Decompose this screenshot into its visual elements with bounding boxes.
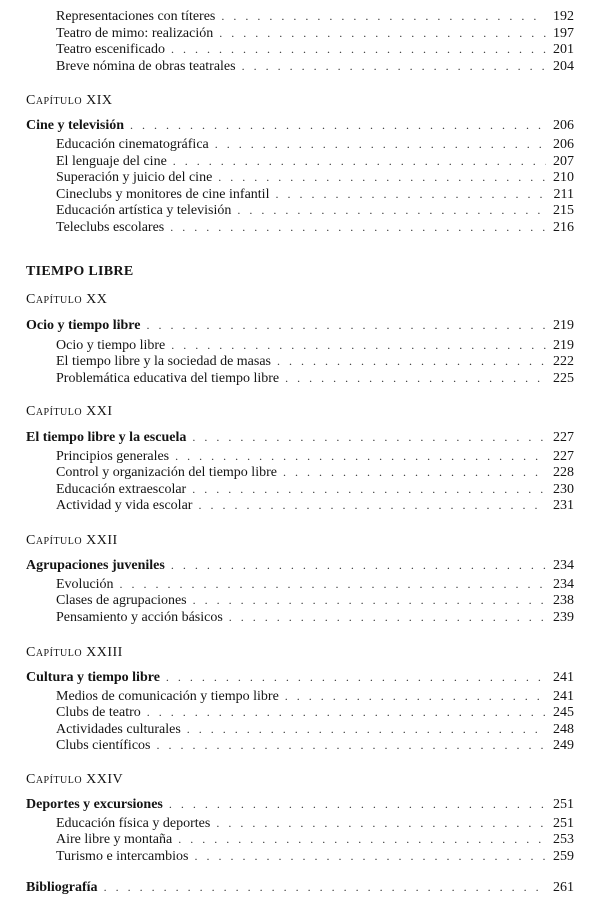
dot-leader [285, 688, 546, 704]
toc-entry [56, 688, 574, 704]
toc-entry [56, 353, 574, 369]
toc-entry-label: Superación y juicio del cine [56, 170, 213, 185]
toc-entry-label: Pensamiento y acción básicos [56, 610, 223, 625]
toc-page-number: 227 [553, 430, 574, 445]
dot-leader [198, 497, 546, 513]
toc-entry-label: Cineclubs y monitores de cine infantil [56, 187, 270, 202]
toc-entry [56, 169, 574, 185]
toc-entry-label: Aire libre y montaña [56, 832, 173, 847]
toc-entry [56, 609, 574, 625]
dot-leader [157, 737, 547, 753]
dot-leader [187, 721, 546, 737]
toc-entry [56, 464, 574, 480]
toc-page-number: 239 [553, 610, 574, 625]
toc-entry-label: Cultura y tiempo libre [26, 670, 160, 685]
toc-entry-label: Clubs de teatro [56, 705, 141, 720]
toc-entry-label: Agrupaciones juveniles [26, 558, 165, 573]
toc-entry-label: Medios de comunicación y tiempo libre [56, 689, 279, 704]
toc-page-number: 222 [553, 354, 574, 369]
toc-page-number: 219 [553, 318, 574, 333]
toc-page-number: 238 [553, 593, 574, 608]
toc-page-number: 225 [553, 371, 574, 386]
dot-leader [285, 370, 546, 386]
dot-leader [104, 879, 546, 895]
toc-page-number: 228 [553, 465, 574, 480]
toc-entry-label: Deportes y excursiones [26, 797, 163, 812]
toc-page-number: 197 [553, 26, 574, 41]
toc-entry [56, 153, 574, 169]
toc-page-number: 216 [553, 220, 574, 235]
toc-entry [56, 25, 574, 41]
toc-entry-label: Clubs científicos [56, 738, 151, 753]
toc-entry-label: El tiempo libre y la escuela [26, 430, 187, 445]
chapter-heading: Capítulo XXIII [26, 645, 123, 660]
toc-entry-label: Control y organización del tiempo libre [56, 465, 277, 480]
toc-entry [56, 337, 574, 353]
toc-page-number: 219 [553, 338, 574, 353]
dot-leader [237, 202, 546, 218]
chapter-heading: Capítulo XX [26, 292, 108, 307]
dot-leader [283, 464, 546, 480]
toc-chapter-title [26, 669, 574, 685]
dot-leader [229, 609, 546, 625]
chapter-heading: Capítulo XXII [26, 533, 118, 548]
toc-entry-label: Bibliografía [26, 880, 98, 895]
toc-page-number: 234 [553, 558, 574, 573]
dot-leader [192, 429, 546, 445]
dot-leader [194, 848, 546, 864]
toc-entry-label: Teatro escenificado [56, 42, 166, 57]
toc-entry-label: Clases de agrupaciones [56, 593, 187, 608]
toc-entry-label: Teleclubs escolares [56, 220, 165, 235]
dot-leader [170, 219, 546, 235]
toc-page-number: 241 [553, 670, 574, 685]
toc-page-number: 201 [553, 42, 574, 57]
toc-entry [56, 481, 574, 497]
toc-entry-label: Turismo e intercambios [56, 849, 189, 864]
toc-entry-label: Representaciones con títeres [56, 9, 216, 24]
toc-entry [56, 576, 574, 592]
toc-entry [56, 721, 574, 737]
toc-entry-label: Educación física y deportes [56, 816, 211, 831]
dot-leader [275, 186, 546, 202]
toc-entry [56, 704, 574, 720]
toc-entry-label: Evolución [56, 577, 114, 592]
dot-leader [193, 592, 546, 608]
toc-entry-label: Educación artística y televisión [56, 203, 232, 218]
dot-leader [277, 353, 546, 369]
toc-chapter-title [26, 429, 574, 445]
toc-chapter-title [26, 117, 574, 133]
toc-entry-label: Problemática educativa del tiempo libre [56, 371, 280, 386]
toc-entry [56, 202, 574, 218]
toc-entry [56, 497, 574, 513]
dot-leader [166, 669, 546, 685]
dot-leader [146, 317, 546, 333]
toc-entry-label: Actividades culturales [56, 722, 181, 737]
dot-leader [175, 448, 546, 464]
dot-leader [147, 704, 546, 720]
toc-page-number: 215 [553, 203, 574, 218]
dot-leader [173, 153, 546, 169]
toc-page-number: 206 [553, 137, 574, 152]
dot-leader [130, 117, 546, 133]
toc-page-number: 204 [553, 59, 574, 74]
toc-entry-label: El tiempo libre y la sociedad de masas [56, 354, 271, 369]
toc-page-number: 245 [553, 705, 574, 720]
toc-page-number: 230 [553, 482, 574, 497]
dot-leader [216, 815, 546, 831]
toc-entry-label: Ocio y tiempo libre [26, 318, 141, 333]
toc-chapter-title [26, 796, 574, 812]
toc-page-number: 259 [553, 849, 574, 864]
toc-page-number: 192 [553, 9, 574, 24]
toc-page-number: 207 [553, 154, 574, 169]
toc-page-number: 210 [553, 170, 574, 185]
toc-bibliography [26, 879, 574, 895]
toc-page-number: 241 [553, 689, 574, 704]
dot-leader [218, 169, 546, 185]
dot-leader [120, 576, 546, 592]
toc-page-number: 251 [553, 797, 574, 812]
toc-entry [56, 848, 574, 864]
toc-entry [56, 58, 574, 74]
toc-entry [56, 136, 574, 152]
toc-page-number: 211 [553, 187, 574, 202]
dot-leader [169, 796, 546, 812]
toc-entry [56, 737, 574, 753]
toc-entry-label: Ocio y tiempo libre [56, 338, 166, 353]
toc-entry [56, 219, 574, 235]
dot-leader [215, 136, 546, 152]
toc-chapter-title [26, 317, 574, 333]
dot-leader [221, 8, 546, 24]
dot-leader [171, 337, 546, 353]
toc-entry [56, 592, 574, 608]
toc-page-number: 231 [553, 498, 574, 513]
dot-leader [171, 557, 546, 573]
toc-entry-label: Principios generales [56, 449, 170, 464]
dot-leader [171, 41, 546, 57]
dot-leader [219, 25, 546, 41]
toc-page-number: 248 [553, 722, 574, 737]
toc-page-number: 261 [553, 880, 574, 895]
toc-chapter-title [26, 557, 574, 573]
toc-entry [56, 370, 574, 386]
toc-page-number: 227 [553, 449, 574, 464]
toc-page-number: 249 [553, 738, 574, 753]
toc-entry [56, 41, 574, 57]
chapter-heading: Capítulo XXI [26, 404, 113, 419]
toc-page-number: 251 [553, 816, 574, 831]
dot-leader [178, 831, 546, 847]
dot-leader [192, 481, 546, 497]
chapter-heading: Capítulo XXIV [26, 772, 124, 787]
toc-page-number: 206 [553, 118, 574, 133]
toc-entry [56, 8, 574, 24]
toc-entry [56, 815, 574, 831]
toc-entry-label: Breve nómina de obras teatrales [56, 59, 236, 74]
toc-entry [56, 186, 574, 202]
toc-entry [56, 831, 574, 847]
toc-entry-label: Educación cinematográfica [56, 137, 209, 152]
toc-entry-label: Actividad y vida escolar [56, 498, 193, 513]
dot-leader [242, 58, 546, 74]
toc-entry-label: Cine y televisión [26, 118, 124, 133]
toc-entry-label: El lenguaje del cine [56, 154, 167, 169]
toc-page-number: 253 [553, 832, 574, 847]
toc-page-number: 234 [553, 577, 574, 592]
toc-entry-label: Educación extraescolar [56, 482, 187, 497]
toc-entry [56, 448, 574, 464]
toc-entry-label: Teatro de mimo: realización [56, 26, 214, 41]
chapter-heading: Capítulo XIX [26, 93, 113, 108]
part-title: TIEMPO LIBRE [26, 264, 134, 279]
